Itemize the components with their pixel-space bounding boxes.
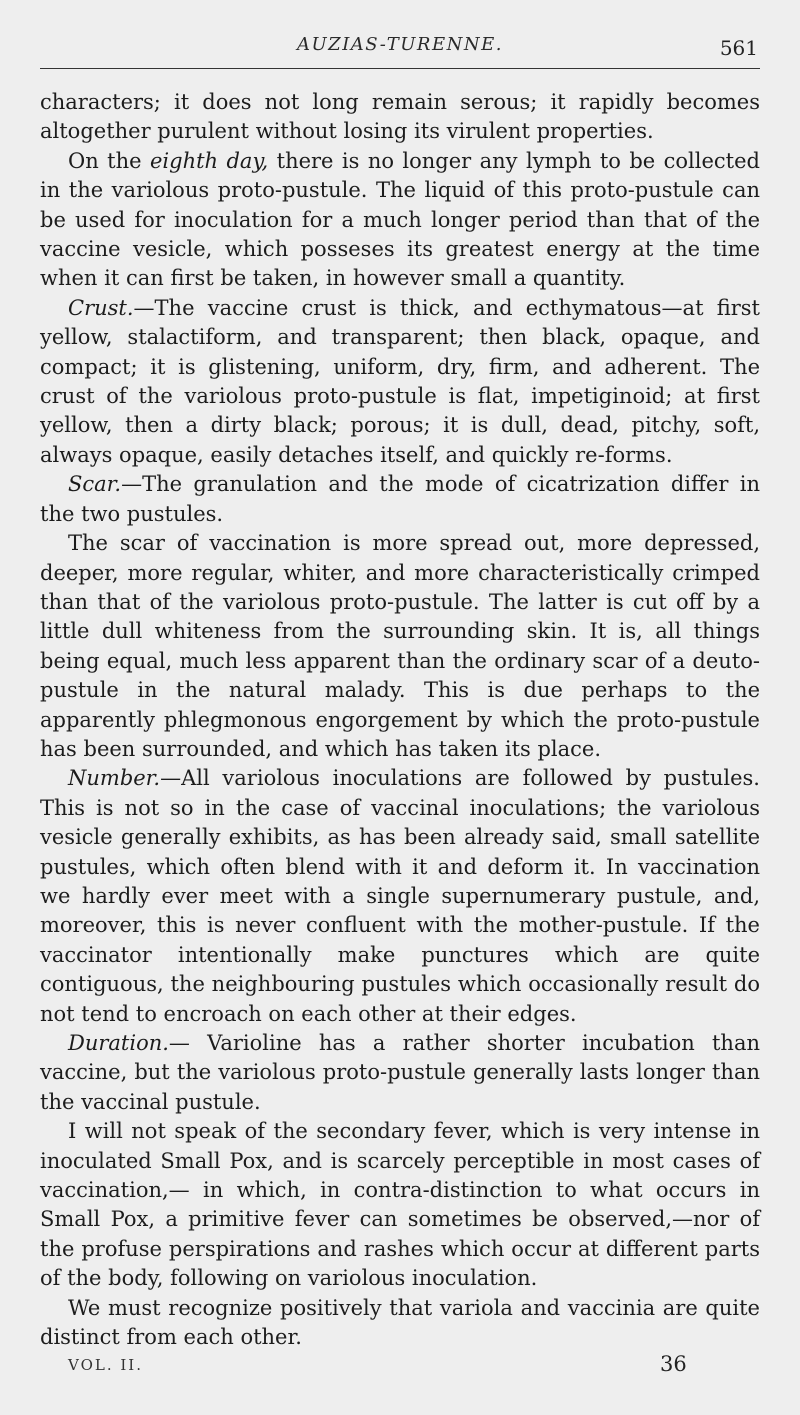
italic-phrase: eighth day, — [149, 148, 269, 173]
paragraph-prefix: On the — [68, 148, 150, 173]
paragraph-text: there is no longer any lymph to be collected in the variolous proto-pustule. The liquid of this proto-pustule can be used for inoculation for a much longer period than that of the vaccine vesicle, which posseses its greatest energy at the time when it can first be taken, in however small a quantity. — [40, 148, 760, 291]
paragraph-continuation — [40, 88, 760, 147]
paragraph-text: We must recognize positively that variola and vaccinia are quite distinct from each other. — [40, 1295, 760, 1350]
paragraph-text: —The granulation and the mode of cicatrization differ in the two pustules. — [40, 472, 760, 526]
section-heading-number: Number. — [68, 766, 161, 791]
paragraph-text: I will not speak of the secondary fever, which is very intense in inoculated Small Pox, and is scarcely perceptible in most cases of vaccination,— in which, in contra-distinction to what occurs in Small Pox, a primitive fever can sometimes be observed,—nor of the profuse perspirations and rashes which occur at different parts of the body, following on variolous inoculation. — [40, 1119, 760, 1291]
paragraph-text: The scar of vaccination is more spread out, more depressed, deeper, more regular, whiter, and more characteristically crimped than that of the variolous proto-pustule. The latter is cut off by a little dull whiteness from the surrounding skin. It is, all things being equal, much less apparent than the ordinary scar of a deuto-pustule in the natural malady. This is due perhaps to the apparently phlegmonous engorgement by which the proto-pustule has been surrounded, and which has taken its place. — [40, 531, 760, 761]
paragraph-secondary-fever — [40, 1117, 760, 1293]
paragraph-crust — [40, 294, 760, 470]
section-heading-crust: Crust. — [68, 295, 134, 320]
paragraph-number — [40, 764, 760, 1029]
signature-mark: 36 — [660, 1352, 687, 1376]
paragraph-text: —All variolous inoculations are followed by pustules. This is not so in the case of vaccinal inoculations; the variolous vesicle generally exhibits, as has been already said, small satellite pustules, which often blend with it and deform it. In vaccination we hardly ever meet with a single supernumerary pustule, and, moreover, this is never confluent with the mother-pustule. If the vaccinator intentionally make punctures which are quite contiguous, the neighbouring pustules which occasionally result do not tend to encroach on each other at their edges. — [40, 766, 760, 1026]
paragraph-eighth-day — [40, 147, 760, 294]
paragraph-conclusion — [40, 1294, 760, 1353]
paragraph-text: characters; it does not long remain serous; it rapidly becomes altogether purulent without losing its virulent properties. — [40, 90, 760, 144]
page-footer — [40, 1352, 760, 1382]
paragraph-duration — [40, 1029, 760, 1117]
section-heading-scar: Scar. — [68, 472, 122, 497]
paragraph-text: —The vaccine crust is thick, and ecthymatous—at first yellow, stalactiform, and transparent; then black, opaque, and compact; it is glistening, uniform, dry, firm, and adherent. The crust of the variolous proto-pustule is flat, impetiginoid; at first yellow, then a dirty black; porous; it is dull, dead, pitchy, soft, always opaque, easily detaches itself, and quickly re-forms. — [40, 295, 760, 467]
page-header — [40, 28, 760, 69]
page-body — [40, 88, 760, 1352]
paragraph-scar-detail — [40, 529, 760, 764]
volume-label: VOL. II. — [68, 1356, 143, 1374]
running-head: AUZIAS-TURENNE. — [297, 34, 503, 55]
page-number: 561 — [719, 36, 758, 60]
section-heading-duration: Duration. — [68, 1031, 169, 1055]
paragraph-text: — Varioline has a rather shorter incubation than vaccine, but the variolous proto-pustule generally lasts longer than the vaccinal pustule. — [40, 1031, 760, 1114]
paragraph-scar — [40, 470, 760, 529]
